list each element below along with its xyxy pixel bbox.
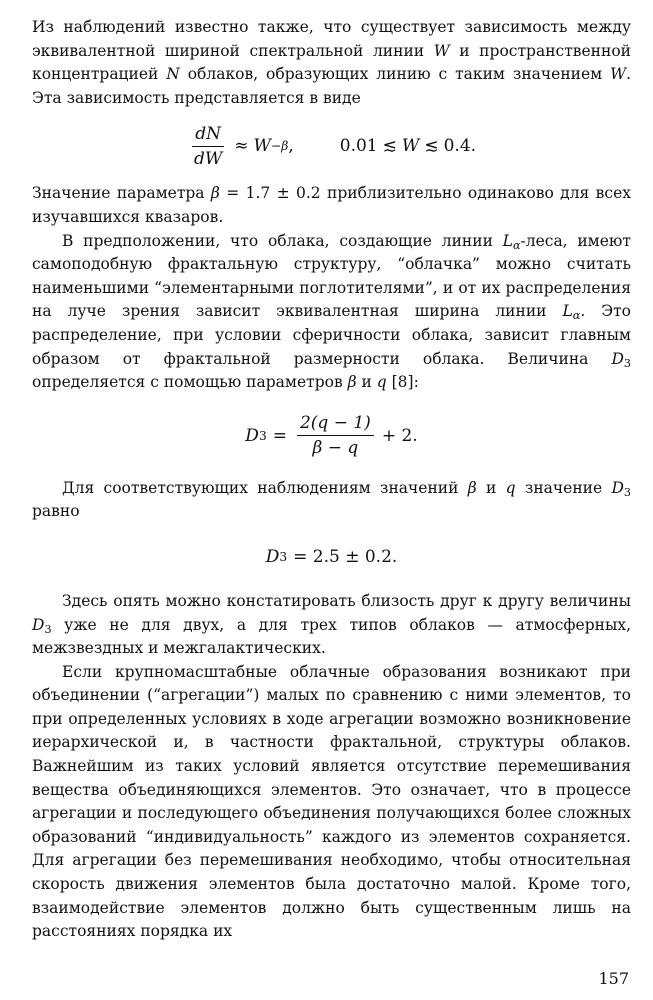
text: -леса, имеют самоподобную фрактальную структуру, “облачка” можно считать наименьшими “элементарными поглотителями”, и от их распределения на луче зрения зависит эквивалентная ширина линии	[32, 231, 631, 321]
var-beta: β	[347, 373, 357, 392]
fraction-denominator: dW	[193, 148, 223, 169]
text: равно	[32, 502, 80, 521]
subscript-3: 3	[279, 549, 288, 564]
text: и пространственной концентрацией	[32, 41, 631, 84]
fraction-numerator: dN	[192, 124, 224, 147]
range-low: 0.01	[339, 136, 378, 157]
subscript-alpha: α	[512, 238, 521, 252]
text: В предположении, что облака, создающие линии	[62, 231, 503, 250]
var-beta: β	[467, 478, 477, 497]
paragraph-6: Если крупномасштабные облачные образования возникают при объединении (“агрегации”) малых по сравнению с ними элементов, то при определенных условиях в ходе агрегации возможно возникновение иерархической и, в частности фрактальной, структуры облаков. Важнейшим из таких условий является отсутствие перемешивания вещества объединяющихся элементов. Это означает, что в процессе агрегации и последующего объединения получающихся более сложных образований “индивидуальность” каждого из элементов сохраняется. Для агрегации без перемешивания необходимо, чтобы относительная скорость движения элементов была достаточно малой. Кроме того, взаимодействие элементов должно быть существенным лишь на расстояниях порядка их	[32, 662, 631, 941]
fraction-denominator: β − q	[312, 438, 359, 459]
var-q: q	[376, 373, 387, 392]
var-D: D	[32, 615, 45, 634]
var-D: D	[611, 478, 624, 497]
var-L: L	[562, 302, 573, 321]
var-D: D	[611, 349, 624, 368]
range-high: 0.4.	[443, 136, 477, 157]
text: = 1.7 ± 0.2 приблизительно одинаково для всех изучавшихся квазаров.	[32, 184, 631, 226]
paragraph-3	[32, 230, 631, 395]
comma: ,	[288, 136, 294, 157]
text: уже не для двух, а для трех типов облаков — атмосферных, межзвездных и межгалактических.	[32, 615, 631, 658]
text: . Это распределение, при условии сферичности облака, зависит главным образом от фрактальной размерности облака. Величина	[32, 302, 631, 368]
lesssim-sign: ≲	[424, 136, 439, 157]
text: и	[476, 478, 506, 497]
text: определяется с помощью параметров	[32, 373, 348, 392]
value-expression: = 2.5 ± 0.2.	[293, 546, 398, 567]
subscript-3: 3	[623, 485, 632, 499]
var-W: W	[253, 136, 272, 157]
text: Здесь опять можно констатировать близость друг к другу величины	[62, 591, 631, 610]
subscript-3: 3	[623, 356, 631, 370]
var-W: W	[401, 136, 420, 157]
equation-3	[32, 524, 631, 590]
var-W: W	[433, 41, 450, 60]
text: Для соответствующих наблюдениям значений	[62, 478, 468, 497]
var-N: N	[166, 65, 180, 84]
var-W: W	[610, 65, 627, 84]
subscript-alpha: α	[572, 309, 581, 323]
subscript-3: 3	[258, 428, 267, 443]
paragraph-4	[32, 477, 631, 524]
paragraph-5	[32, 590, 631, 661]
text: облаков, образующих линию с таким значением	[179, 65, 611, 84]
paragraph-1	[32, 16, 631, 110]
var-D: D	[245, 425, 259, 446]
text: и	[356, 373, 377, 392]
text: . Эта зависимость представляется в виде	[32, 65, 631, 107]
lesssim-sign: ≲	[382, 136, 397, 157]
equation-2	[32, 395, 631, 477]
page-number: 157	[598, 969, 629, 988]
plus-two: + 2.	[381, 425, 418, 446]
paragraph-2	[32, 182, 631, 229]
text: [8]:	[386, 373, 419, 392]
approx-sign: ≈	[234, 136, 249, 157]
var-beta: β	[210, 184, 220, 203]
text: Значение параметра	[32, 184, 211, 203]
equals-sign: =	[272, 425, 287, 446]
var-D: D	[265, 546, 280, 567]
fraction-dN-dW	[191, 124, 225, 169]
equation-1	[32, 110, 631, 182]
exponent: −β	[271, 139, 289, 154]
fraction-D3	[297, 413, 374, 458]
var-q: q	[505, 478, 516, 497]
fraction-numerator: 2(q − 1)	[297, 413, 374, 436]
var-L: L	[502, 231, 513, 250]
text: значение	[515, 478, 612, 497]
text: Из наблюдений известно также, что существует зависимость между эквивалентной шириной спектральной линии	[32, 18, 631, 60]
subscript-3: 3	[44, 622, 52, 636]
